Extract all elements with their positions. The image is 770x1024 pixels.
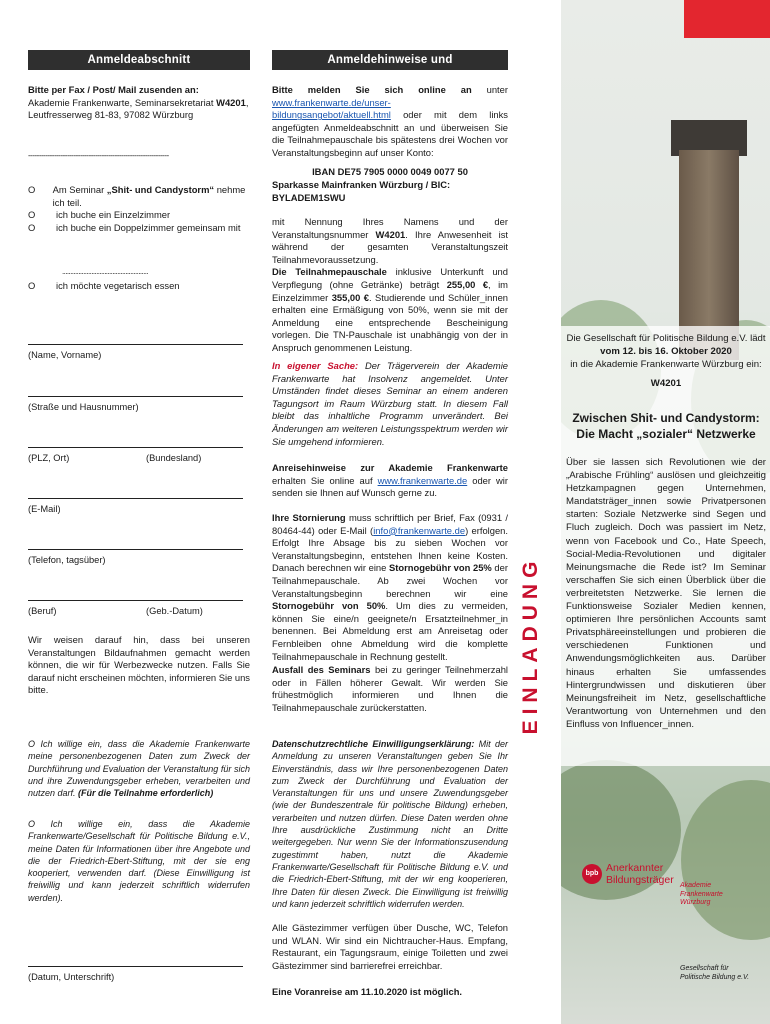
early-arrival-text: Eine Voranreise am 11.10.2020 ist möglich.	[272, 986, 463, 997]
job-label: (Beruf)	[28, 606, 57, 616]
conditions-header: Anmeldehinweise und Teilnahmebedingungen	[272, 50, 508, 70]
consent-optional[interactable]: O Ich willige ein, dass die Akademie Frankenwarte/Gesellschaft für Politische Bildung e.V., meine Daten für Informationen über ihre Angebote und die der Friedrich-Ebert-Stiftung, mit der sie eng kooperiert, verwenden darf. (Diese Einwilligung ist freiwillig und kann jederzeit schriftlich widerrufen werden).	[28, 819, 250, 903]
name-label: (Name, Vorname)	[28, 350, 102, 360]
photo-notice: Wir weisen darauf hin, dass bei unseren Veranstaltungen Bildaufnahmen gemacht werden können, die wir für Werbezwecke nutzen. Falls Sie darauf nicht erscheinen möchten, informieren Sie uns bitte.	[28, 634, 250, 696]
cut-line: -----------------------------------------------------------------	[28, 151, 169, 160]
seminar-description: Über sie lassen sich Revolutionen wie der „Arabische Frühling“ auslösen und gleichzeitig Hetzkampagnen gegen Unternehmen, Mandatsträger_innen sowie Privatpersonen starten: Soziale Netzwerke sind Segen und Fluch zugleich. Doch was passiert im Netz, wenn von Facebook und Co., Hate Speech, Social-Media-Revolutionen und digitaler Meinungsmache die Rede ist? Im Seminar verschaffen Sie sich einen Überblick über die verbreitetsten Netzwerke. Sie lernen die Funktionsweise Sozialer Medien kennen, optimieren Ihre persönlichen Accounts samt Privatsphäreeinstellungen und probieren die verschiedenen Funktionen und Anwendungsmöglichkeiten aus. Darüber hinaus erhalten Sie umfassendes Hintergrundwissen und diskutieren über Meinungsfreiheit im Netz, gesellschaftliche Verantwortung von Unternehmen und den Einfluss von Influencer_innen.	[566, 457, 766, 730]
option-double-room[interactable]: O ich buche ein Doppelzimmer gemeinsam mit	[28, 221, 241, 233]
signature-label: (Datum, Unterschrift)	[28, 972, 115, 982]
red-corner-block	[684, 0, 770, 38]
street-line[interactable]	[28, 396, 243, 397]
phone-line[interactable]	[28, 549, 243, 550]
email-line[interactable]	[28, 498, 243, 499]
website-link[interactable]: www.frankenwarte.de	[377, 474, 468, 486]
seminar-title: Zwischen Shit- und Candystorm: Die Macht „sozialer“ Netzwerke	[572, 411, 760, 441]
signature-line[interactable]	[28, 966, 243, 967]
insolvency-notice: In eigener Sache: Der Trägerverein der Akademie Frankenwarte hat Insolvenz angemeldet. Unter Umständen findet dieses Seminar an einem anderen Tagungsort im Raum Würzburg statt. In diesem Fall bleibt das inhaltliche Programm unverändert. Bei Änderungen am weiteren Leistungsspektrum werden wir Sie umgehend informieren.	[272, 360, 508, 447]
dob-label: (Geb.-Datum)	[146, 606, 203, 616]
double-room-partner-field[interactable]: .....................................................	[62, 267, 149, 276]
iban: IBAN DE75 7905 0000 0049 0077 50	[312, 166, 468, 177]
privacy-consent-text: Datenschutzrechtliche Einwilligungserklärung: Mit der Anmeldung zu unseren Veranstaltungen geben Sie Ihr Einverständnis, dass wir Ihre personenbezogenen Daten zum Zweck der Durchführung und Evaluation der Veranstaltungen für uns und unsere Zuwendungsgeber (wie der Bundeszentrale für politische Bildung) erheben, verarbeiten und nutzen dürfen. Diese Daten werden ohne Ihre ausdrückliche Zustimmung nicht an Dritte weitergegeben. Nur wenn Sie der Informationszusendung zugestimmt haben, nutzt die Akademie Frankenwarte/Gesellschaft für Politische Bildung e.V. und die Friedrich-Ebert-Stiftung, mit der wir eng kooperieren, Ihre Daten für diesen Zweck. Die Einwilligung ist freiwillig und kann jederzeit schriftlich widerrufen werden.	[272, 739, 508, 909]
consent-required[interactable]: O Ich willige ein, dass die Akademie Frankenwarte meine personenbezogenen Daten zum Zweck der Durchführung und Evaluation der Veranstaltung für sich und ihre Zuwendungsgeber erheben, verarbeiten und nutzen darf. (Für die Teilnahme erforderlich)	[28, 739, 250, 799]
payment-text: mit Nennung Ihres Namens und der Veranstaltungsnummer W4201. Ihre Anwesenheit ist während der gesamten Veranstaltungszeit Teilnahmevoraussetzung. Die Teilnahmepauschale inklusive Unterkunft und Verpflegung (ohne Getränke) beträgt 255,00 €, im Einzelzimmer 355,00 €. Studierende und Schüler_innen erhalten eine Ermäßigung von 50%, wenn sie mit der Anmeldung eine entsprechende Bescheinigung vorlegen. Die TN-Pauschale ist unabhängig von der in Anspruch genommenen Leistung.	[272, 216, 508, 353]
street-label: (Straße und Hausnummer)	[28, 402, 139, 412]
email-label: (E-Mail)	[28, 504, 61, 514]
cancellation-text: Ihre Stornierung muss schriftlich per Brief, Fax (0931 / 80464-44) oder E-Mail (info@frankenwarte.de) erfolgen. Erfolgt Ihre Absage bis zu sieben Wochen vor Veranstaltungsbeginn, entstehen Ihnen keine Kosten. Danach berechnen wir eine Stornogebühr von 25% der Teilnahmepauschale. Ab zwei Wochen vor Veranstaltungsbeginn berechnen wir eine Stornogebühr von 50%. Um dies zu vermeiden, können Sie eine/n geeignete/n Ersatzteilnehmer_in benennen. Bei Abmeldung erst am Anreisetag oder Fernbleiben ohne Abmeldung wird die komplette Teilnahmepauschale in Rechnung gestellt.	[272, 512, 509, 662]
name-line[interactable]	[28, 344, 243, 345]
society-logo: Gesellschaft für Politische Bildung e.V.	[680, 965, 750, 981]
online-registration-text: Bitte melden Sie sich online an unter www.frankenwarte.de/unser-bildungsangebot/aktuell.html oder mit dem links angefügten Anmeldeabschnitt an und überweisen Sie die Teilnahmepauschale bis spätestens drei Wochen vor Veranstaltungsbeginn auf unser Konto:	[272, 84, 508, 158]
akademie-logo: Akademie Frankenwarte Würzburg	[680, 882, 723, 906]
fax-line: Bitte per Fax / Post/ Mail zusenden an:	[28, 84, 199, 95]
state-label: (Bundesland)	[146, 453, 202, 463]
arrival-text: Anreisehinweise zur Akademie Frankenwarte erhalten Sie online auf www.frankenwarte.de oder wir senden sie Ihnen auf Wunsch gerne zu.	[272, 462, 509, 499]
option-attend[interactable]: O Am Seminar „Shit- und Candystorm“ nehme ich teil.	[28, 184, 246, 208]
job-line[interactable]	[28, 600, 243, 601]
invitation-vertical-title: EINLADUNG	[519, 555, 542, 735]
address-line-2: Leutfresserweg 81-83, 97082 Würzburg	[28, 109, 194, 121]
recognized-provider-logo: bpb Anerkannter Bildungsträger	[582, 862, 674, 886]
phone-label: (Telefon, tagsüber)	[28, 555, 106, 565]
bpb-logo-icon: bpb	[582, 864, 602, 884]
email-link[interactable]: info@frankenwarte.de	[373, 524, 466, 536]
rooms-text: Alle Gästezimmer verfügen über Dusche, WC, Telefon und WLAN. Wir sind ein Nichtraucher-Haus. Empfang, Restaurant, ein Tagungsraum, einige Toiletten und zwei Gästezimmer sind barrierefrei erreichbar.	[272, 922, 508, 971]
registration-link[interactable]: www.frankenwarte.de/unser-bildungsangebot/aktuell.html	[272, 96, 391, 121]
invite-intro: Die Gesellschaft für Politische Bildung e.V. lädt vom 12. bis 16. Oktober 2020 in die Akademie Frankenwarte Würzburg ein: W4201	[566, 333, 766, 389]
address-line-1: Akademie Frankenwarte, Seminarsekretariat W4201,	[28, 96, 249, 108]
seminar-cancellation-text: Ausfall des Seminars bei zu geringer Teilnehmerzahl oder in Fällen höherer Gewalt. Wir werden Sie frühestmöglich informieren und Ihnen die Teilnahmepauschale zurückerstatten.	[272, 664, 508, 713]
registration-header: Anmeldeabschnitt	[28, 50, 250, 70]
city-label: (PLZ, Ort)	[28, 453, 70, 463]
option-vegetarian[interactable]: O ich möchte vegetarisch essen	[28, 280, 180, 291]
option-single-room[interactable]: O ich buche ein Einzelzimmer	[28, 209, 171, 221]
bank: Sparkasse Mainfranken Würzburg / BIC: BYLADEM1SWU	[272, 179, 451, 203]
city-line[interactable]	[28, 447, 243, 448]
